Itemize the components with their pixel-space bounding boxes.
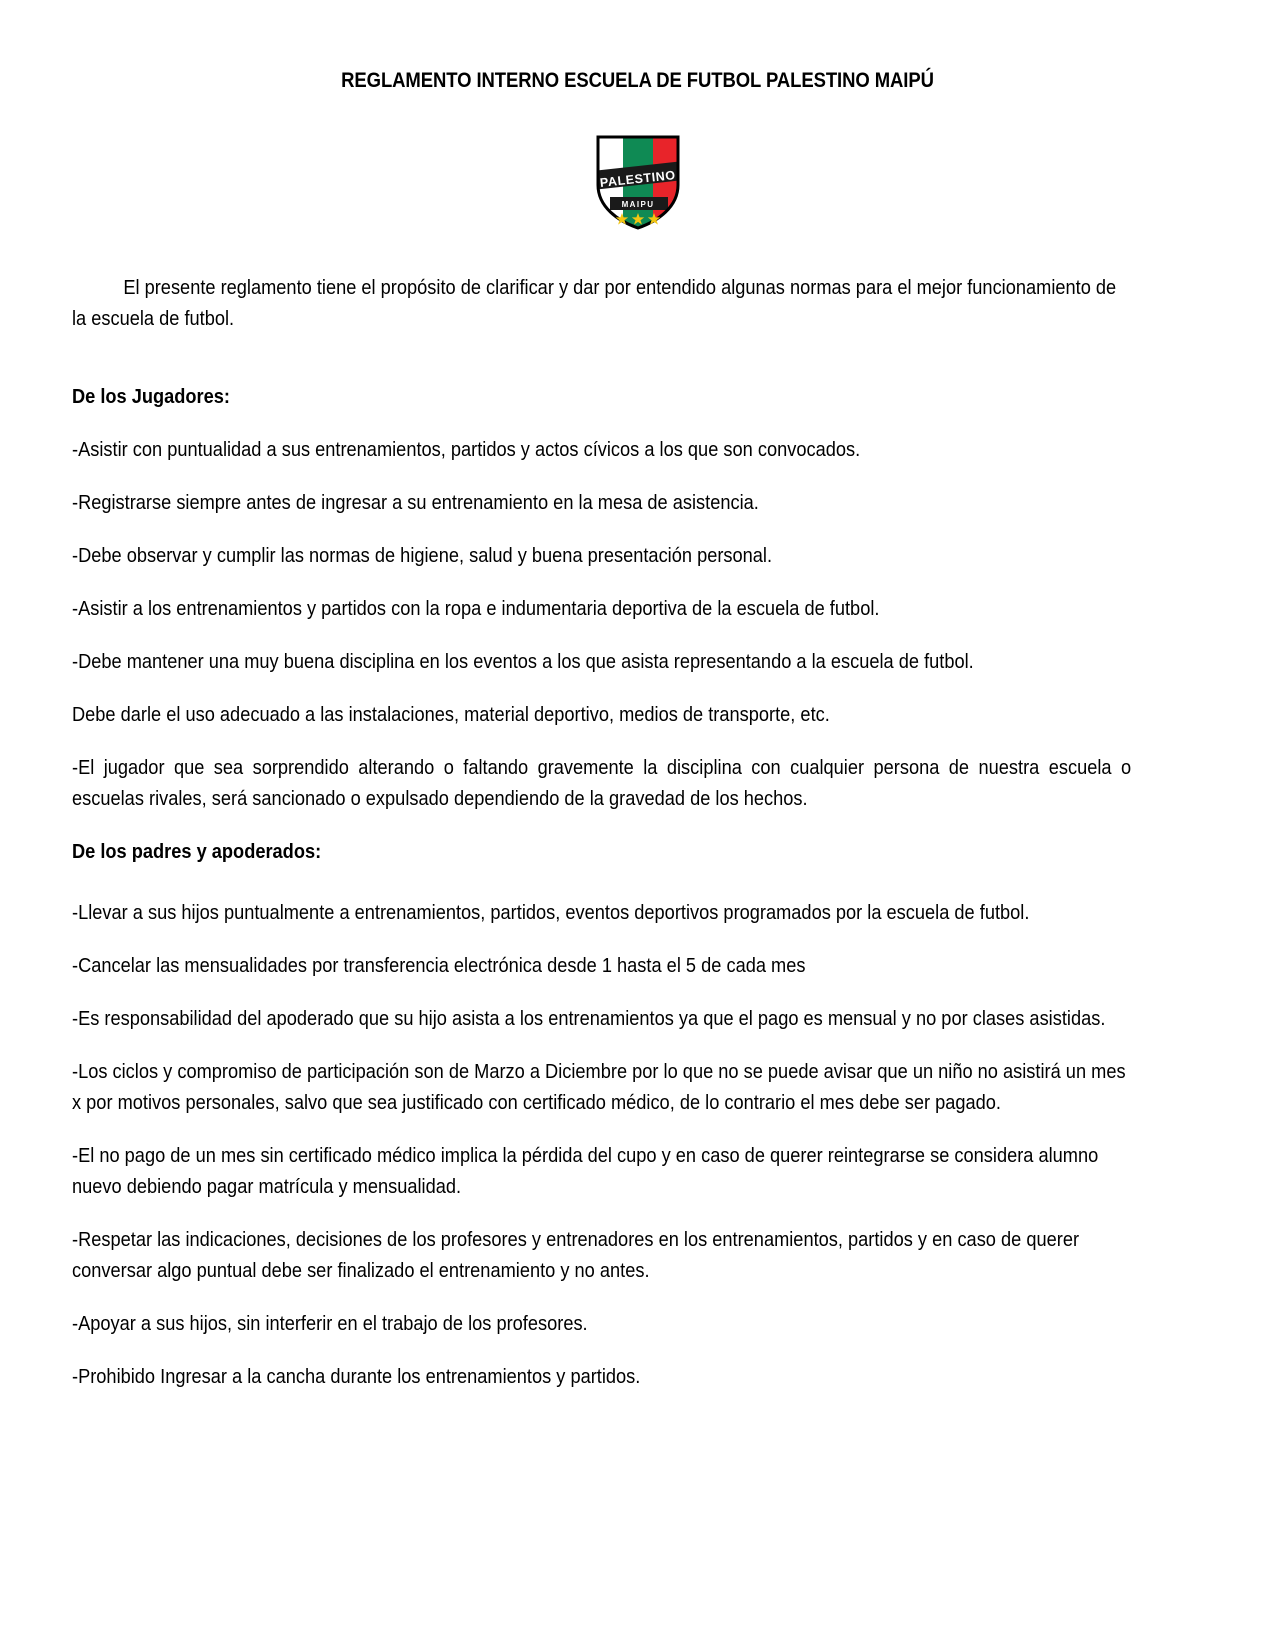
rule-item: -Asistir con puntualidad a sus entrenamientos, partidos y actos cívicos a los que son convocados.	[72, 438, 861, 461]
rule-item: -Asistir a los entrenamientos y partidos con la ropa e indumentaria deportiva de la escuela de futbol.	[72, 597, 880, 620]
rule-item: -Debe mantener una muy buena disciplina en los eventos a los que asista representando a la escuela de futbol.	[72, 650, 974, 673]
rule-item: -Los ciclos y compromiso de participación son de Marzo a Diciembre por lo que no se puede avisar que un niño no asistirá un mes x por motivos personales, salvo que sea justificado con certificado médico, de lo contrario el mes debe ser pagado.	[72, 1060, 1126, 1114]
palestino-maipu-crest-icon	[592, 133, 684, 231]
rule-item: -Debe observar y cumplir las normas de higiene, salud y buena presentación personal.	[72, 544, 773, 567]
rule-item: -Respetar las indicaciones, decisiones de los profesores y entrenadores en los entrenamientos, partidos y en caso de querer conversar algo puntual debe ser finalizado el entrenamiento y no antes.	[72, 1228, 1080, 1282]
rule-item: Debe darle el uso adecuado a las instalaciones, material deportivo, medios de transporte, etc.	[72, 703, 830, 726]
svg-text:MAIPU: MAIPU	[621, 200, 654, 209]
logo-container	[0, 133, 1275, 231]
document-body	[72, 272, 1132, 1392]
page-title: REGLAMENTO INTERNO ESCUELA DE FUTBOL PALESTINO MAIPÚ	[341, 68, 934, 92]
rule-item: -Es responsabilidad del apoderado que su hijo asista a los entrenamientos ya que el pago es mensual y no por clases asistidas.	[72, 1007, 1106, 1030]
rule-item: -Prohibido Ingresar a la cancha durante los entrenamientos y partidos.	[72, 1365, 641, 1388]
section-heading-padres: De los padres y apoderados:	[72, 840, 322, 863]
rule-item: -Apoyar a sus hijos, sin interferir en el trabajo de los profesores.	[72, 1312, 588, 1335]
rule-item: -Cancelar las mensualidades por transferencia electrónica desde 1 hasta el 5 de cada mes	[72, 954, 806, 977]
intro-paragraph: El presente reglamento tiene el propósito de clarificar y dar por entendido algunas normas para el mejor funcionamiento de la escuela de futbol.	[72, 276, 1117, 330]
section-heading-jugadores: De los Jugadores:	[72, 385, 231, 408]
svg-text:PALESTINO: PALESTINO	[598, 168, 676, 190]
rule-item: -El no pago de un mes sin certificado médico implica la pérdida del cupo y en caso de querer reintegrarse se considera alumno nuevo debiendo pagar matrícula y mensualidad.	[72, 1144, 1099, 1198]
rule-item: -El jugador que sea sorprendido alterando o faltando gravemente la disciplina con cualquier persona de nuestra escuela o escuelas rivales, será sancionado o expulsado dependiendo de la gravedad de los hechos.	[72, 756, 1132, 810]
rule-item: -Registrarse siempre antes de ingresar a su entrenamiento en la mesa de asistencia.	[72, 491, 759, 514]
rule-item: -Llevar a sus hijos puntualmente a entrenamientos, partidos, eventos deportivos programados por la escuela de futbol.	[72, 901, 1030, 924]
